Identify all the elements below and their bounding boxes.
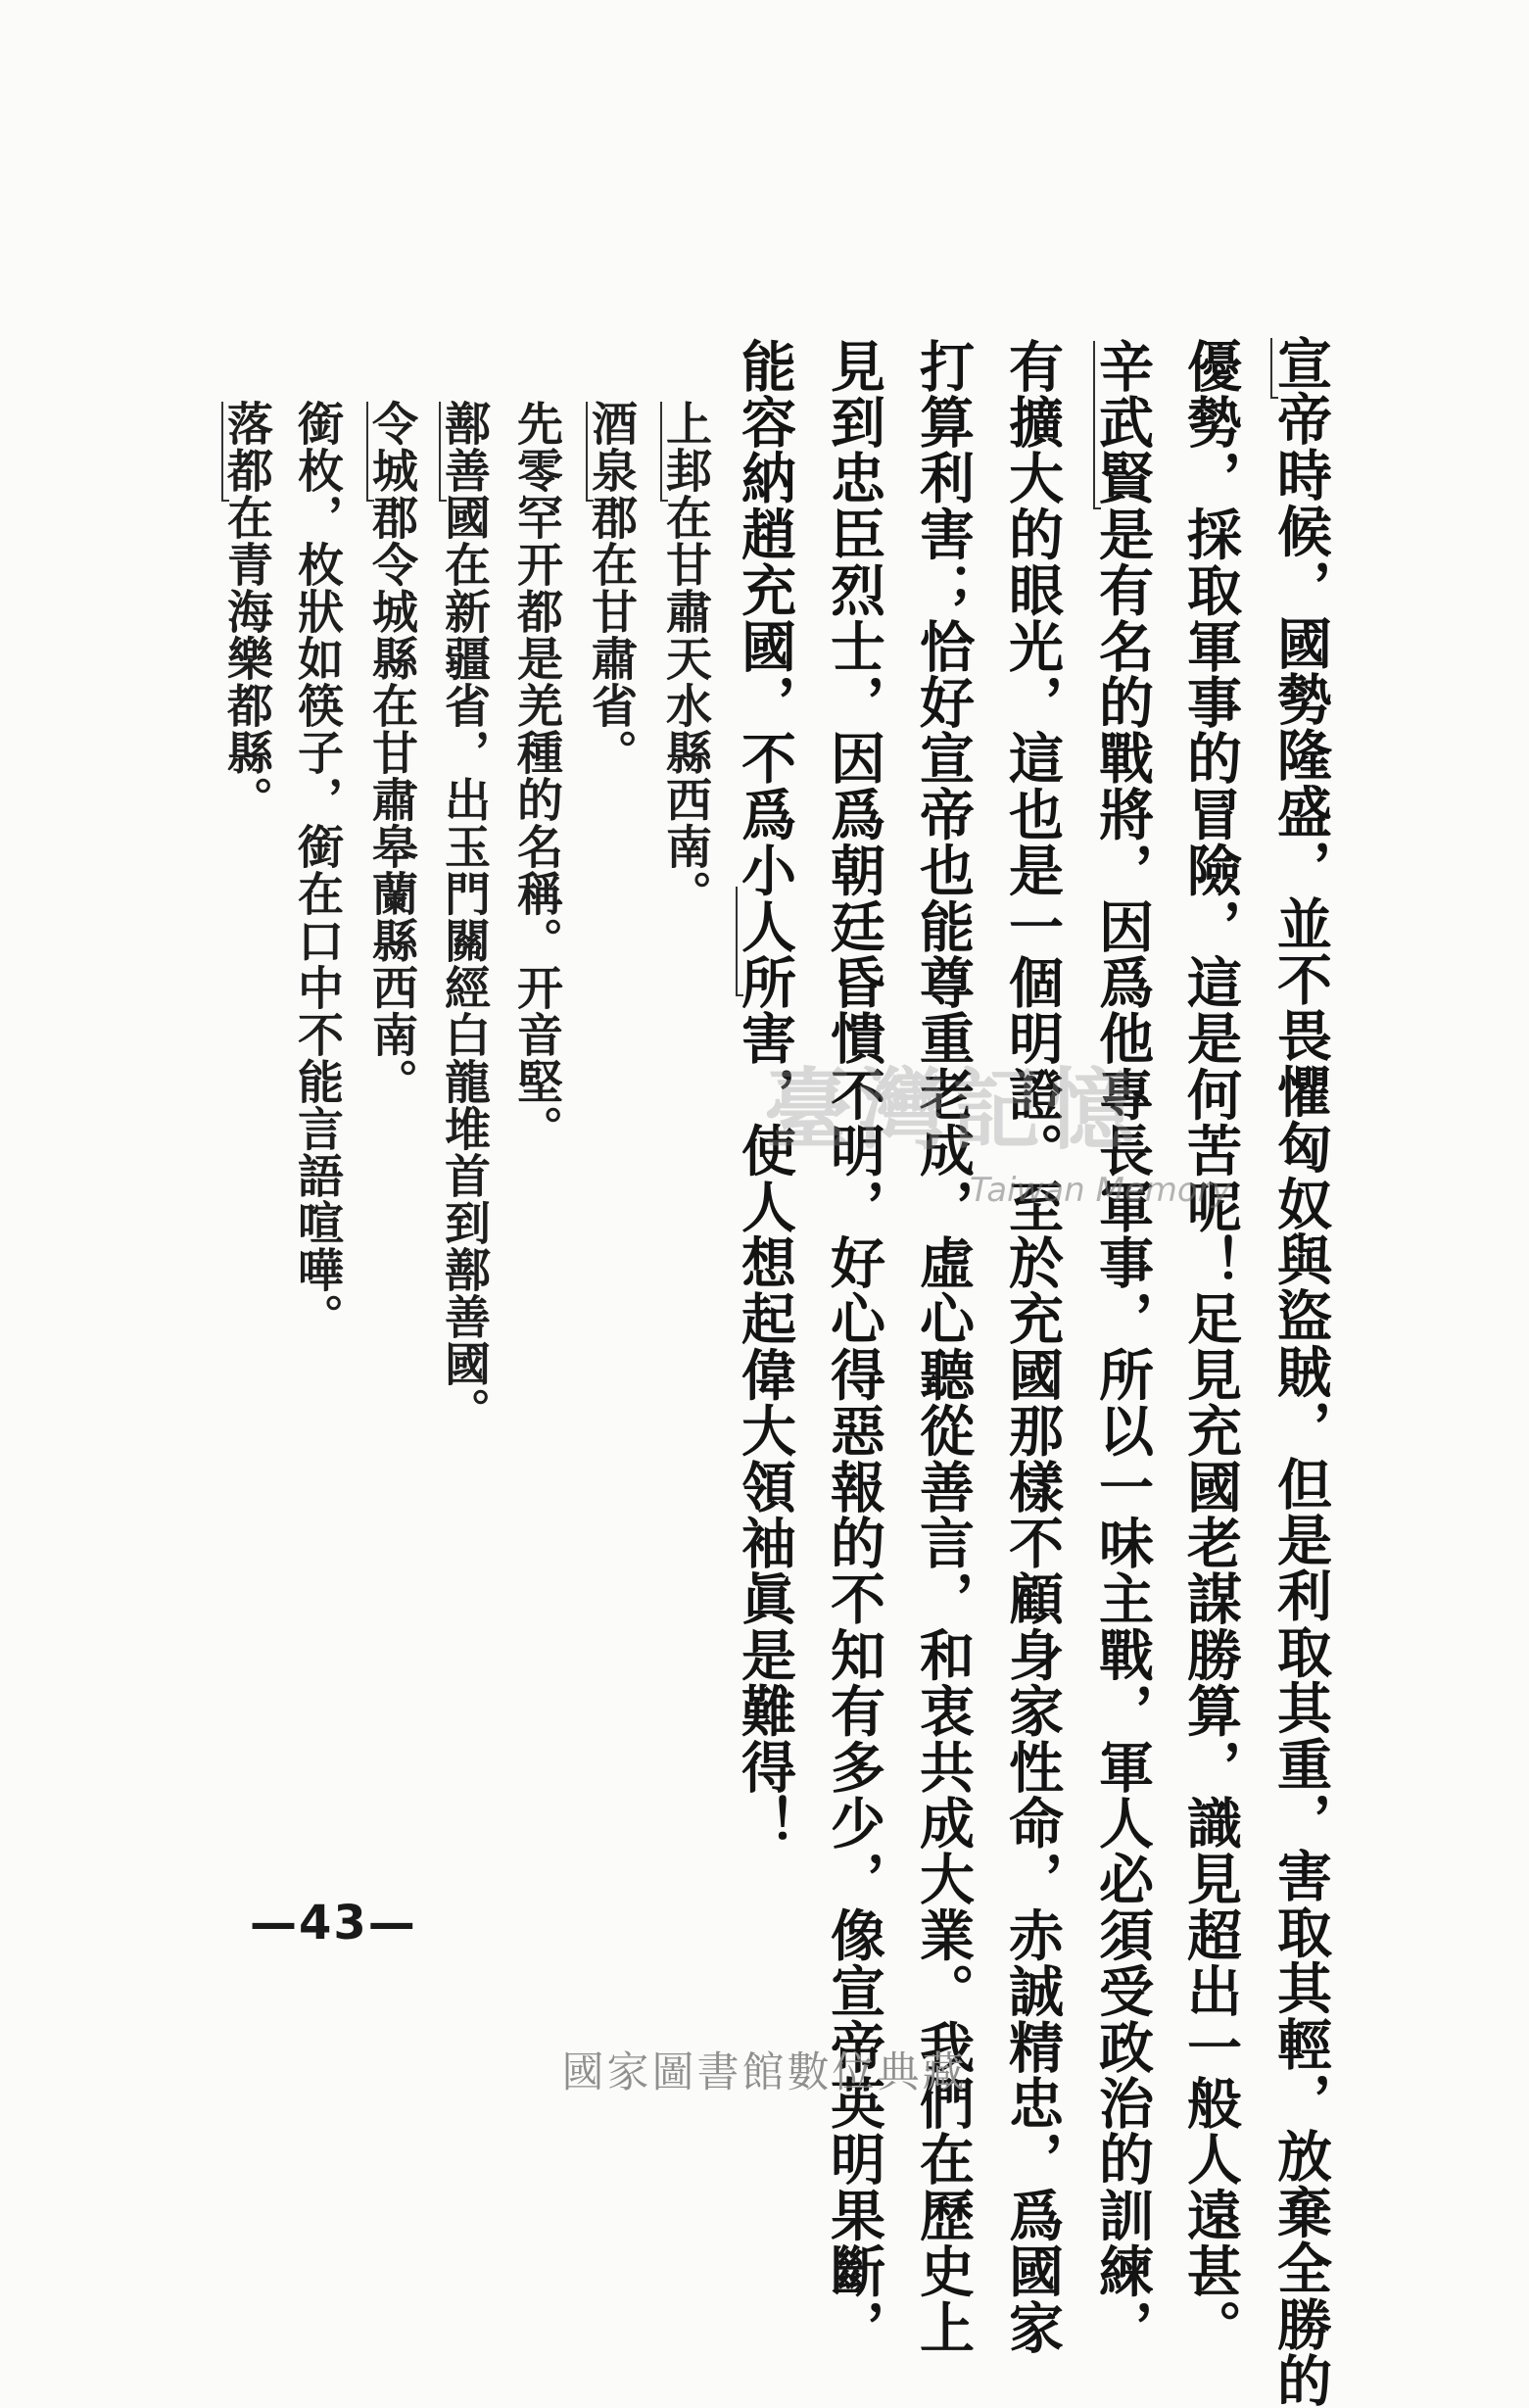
proper-noun-mark xyxy=(439,402,447,502)
main-text-column-6: 見到忠臣烈士，因爲朝廷昏憒不明，好心得惡報的不知有多少，像宣帝英明果斷， xyxy=(822,338,886,2356)
note-column-3: 先零罕开都是羌種的名稱。开音堅。 xyxy=(509,400,563,1152)
main-text-column-5: 打算利害；恰好宣帝也能尊重老成，虛心聽從善言，和衷共成大業。我們在歷史上 xyxy=(911,338,976,2356)
note-column-1: 上邽在甘肅天水縣西南。 xyxy=(658,400,712,917)
proper-noun-mark xyxy=(736,887,743,996)
main-text-column-2: 優勢，採取軍事的冒險，這是何苦呢！足見充國老謀勝算，識見超出一般人遠甚。 xyxy=(1178,338,1243,2356)
main-text-column-3: 辛武賢是有名的戰將，因爲他專長軍事，所以一味主戰，軍人必須受政治的訓練， xyxy=(1090,338,1155,2356)
note-column-7: 落都在青海樂都縣。 xyxy=(219,400,273,823)
main-text-column-1: 宣帝時候，國勢隆盛，並不畏懼匈奴與盜賊，但是利取其重，害取其輕，放棄全勝的 xyxy=(1268,335,1333,2408)
footer-caption: 國家圖書館數位典藏 xyxy=(561,2048,968,2097)
note-column-5: 令城郡令城縣在甘肅皋蘭縣西南。 xyxy=(364,400,418,1105)
proper-noun-mark xyxy=(1093,341,1101,509)
note-column-2: 酒泉郡在甘肅省。 xyxy=(584,400,638,776)
proper-noun-mark xyxy=(221,402,229,502)
main-text-column-7: 能容納趙充國，不爲小人所害，使人想起偉大領袖眞是難得！ xyxy=(733,338,797,1852)
page-number: —43— xyxy=(250,1896,417,1950)
main-text-column-4: 有擴大的眼光，這也是一個明證。至於充國那樣不顧身家性命，赤誠精忠，爲國家 xyxy=(1000,338,1065,2356)
proper-noun-mark xyxy=(660,402,668,502)
watermark-english: Taiwan Memory xyxy=(970,1171,1231,1210)
proper-noun-mark xyxy=(586,402,594,502)
watermark-logo: 臺灣記憶 xyxy=(764,1058,1140,1162)
proper-noun-mark xyxy=(366,402,374,502)
note-column-4: 鄯善國在新疆省，出玉門關經白龍堆首到鄯善國。 xyxy=(437,400,491,1434)
note-column-6: 銜枚，枚狀如筷子，銜在口中不能言語喧嘩。 xyxy=(290,400,344,1340)
proper-noun-mark xyxy=(1270,338,1278,399)
